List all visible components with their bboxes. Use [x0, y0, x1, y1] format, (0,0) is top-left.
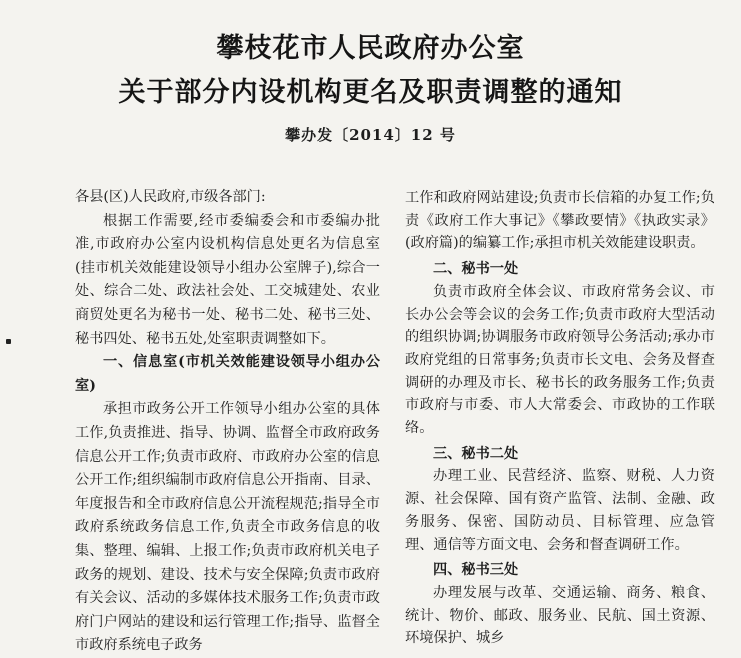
- section-heading-3: 三、秘书二处: [433, 445, 519, 462]
- right-column: [405, 187, 715, 650]
- section-heading-2: 二、秘书一处: [433, 261, 519, 278]
- title-line-2: 关于部分内设机构更名及职责调整的通知: [118, 77, 623, 108]
- margin-mark: [6, 339, 11, 344]
- section-heading-4: 四、秘书三处: [433, 562, 519, 579]
- section-body-1-continued: 工作和政府网站建设;负责市长信箱的办复工作;负责《政府工作大事记》《攀政要情》《执政实录》(政府篇)的编纂工作;承担市机关效能建设职责。: [405, 190, 715, 252]
- left-column: [75, 186, 380, 658]
- section-body-3: 办理工业、民营经济、监察、财税、人力资源、社会保障、国有资产监管、法制、金融、政务服务、保密、国防动员、目标管理、应急管理、通信等方面文电、会务和督查调研工作。: [405, 468, 715, 553]
- section-heading-1: 一、信息室(市机关效能建设领导小组办公室): [75, 354, 380, 394]
- document-number: 攀办发〔2014〕12 号: [285, 126, 456, 144]
- salutation: 各县(区)人民政府,市级各部门:: [75, 189, 266, 205]
- title-line-1: 攀枝花市人民政府办公室: [216, 33, 525, 64]
- section-body-1: 承担市政务公开工作领导小组办公室的具体工作,负责推进、指导、协调、监督全市政府政务信息公开工作;负责市政府、市政府办公室的信息公开工作;组织编制市政府信息公开指南、目录、年度报告和全市政府信息公开流程规范;指导全市政府系统政务信息工作,负责全市政务信息的收集、整理、编辑、上报工作;负责市政府机关电子政务的规划、建设、技术与安全保障;负责市政府有关会议、活动的多媒体技术服务工作;负责市政府门户网站的建设和运行管理工作;指导、监督全市政府系统电子政务: [75, 401, 380, 654]
- intro-paragraph: 根据工作需要,经市委编委会和市委编办批准,市政府办公室内设机构信息处更名为信息室(挂市机关效能建设领导小组办公室牌子),综合一处、综合二处、政法社会处、工交城建处、农业商贸处更名为秘书一处、秘书二处、秘书三处、秘书四处、秘书五处,处室职责调整如下。: [75, 212, 380, 347]
- section-body-2: 负责市政府全体会议、市政府常务会议、市长办公会等会议的会务工作;负责市政府大型活动的组织协调;协调服务市政府领导公务活动;承办市政府党组的日常事务;负责市长文电、会务及督查调研的办理及市长、秘书长的政务服务工作;负责市政府与市委、市人大常委会、市政协的工作联络。: [405, 283, 715, 437]
- section-body-4: 办理发展与改革、交通运输、商务、粮食、统计、物价、邮政、服务业、民航、国土资源、环境保护、城乡: [405, 584, 715, 647]
